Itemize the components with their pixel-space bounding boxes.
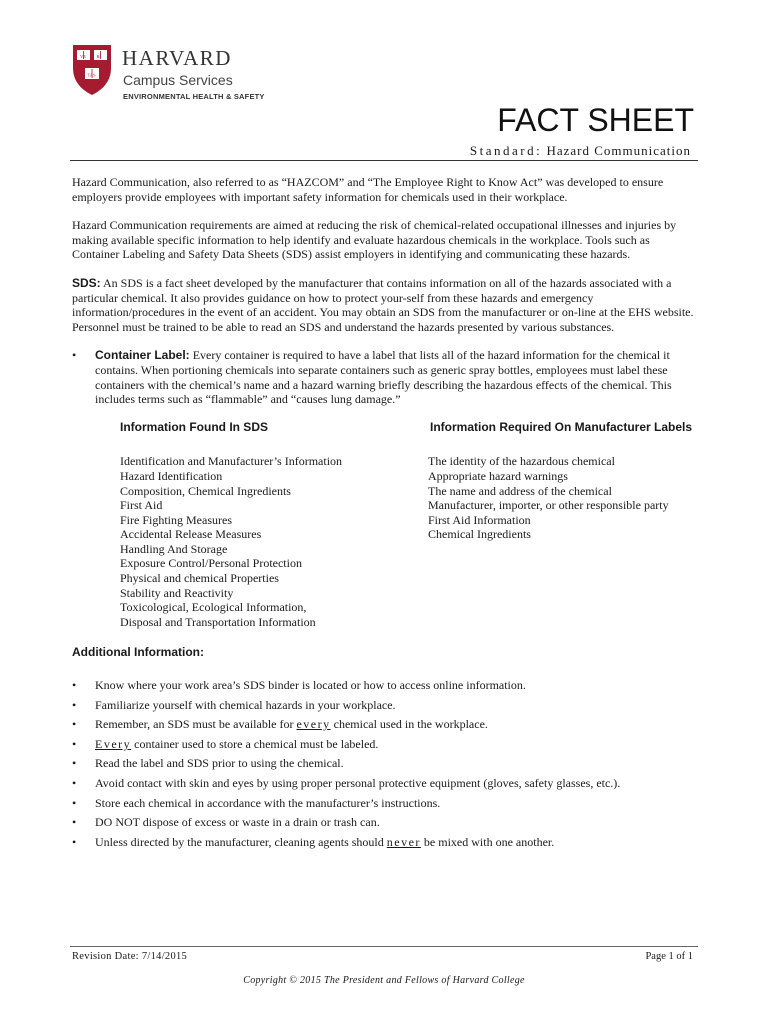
header-divider bbox=[70, 160, 698, 161]
additional-info-text bbox=[95, 835, 698, 850]
additional-info-item bbox=[72, 717, 698, 732]
label-info-heading: Information Required On Manufacturer Labels bbox=[430, 419, 693, 434]
item-text: Store each chemical in accordance with the manufacturer’s instructions. bbox=[95, 795, 441, 810]
sds-info-item: Accidental Release Measures bbox=[120, 527, 262, 542]
additional-info-item bbox=[72, 737, 698, 752]
page-title: FACT SHEET bbox=[497, 102, 694, 138]
sds-info-item: Composition, Chemical Ingredients bbox=[120, 483, 291, 498]
brand-subtitle: Campus Services bbox=[123, 72, 233, 88]
additional-info-item bbox=[72, 815, 698, 830]
label-info-item: Chemical Ingredients bbox=[428, 527, 531, 542]
brand-department: ENVIRONMENTAL HEALTH & SAFETY bbox=[123, 92, 265, 101]
sds-info-item: Exposure Control/Personal Protection bbox=[120, 556, 302, 571]
item-text: Read the label and SDS prior to using the chemical. bbox=[95, 756, 344, 771]
additional-info-list bbox=[72, 678, 698, 849]
additional-info-item bbox=[72, 678, 698, 693]
standard-line bbox=[470, 143, 691, 158]
item-text: Remember, an SDS must be available for bbox=[95, 717, 297, 732]
additional-info-item bbox=[72, 776, 698, 791]
bullet-icon: • bbox=[72, 678, 77, 693]
item-text: Avoid contact with skin and eyes by using proper personal protective equipment (gloves, safety glasses, etc.). bbox=[95, 776, 621, 790]
item-text: DO NOT dispose of excess or waste in a drain or trash can. bbox=[95, 815, 380, 830]
bullet-icon: • bbox=[72, 776, 77, 790]
label-info-list bbox=[428, 454, 718, 542]
info-columns bbox=[72, 420, 698, 630]
label-info-item: Appropriate hazard warnings bbox=[428, 468, 568, 483]
brand-name: HARVARD bbox=[122, 46, 232, 70]
label-info-item: The identity of the hazardous chemical bbox=[428, 454, 615, 469]
container-label-text bbox=[95, 348, 698, 406]
copyright-notice: Copyright © 2015 The President and Fellows of Harvard College bbox=[243, 975, 525, 986]
sds-info-item: Physical and chemical Properties bbox=[120, 571, 279, 586]
sds-info-item: Fire Fighting Measures bbox=[120, 512, 232, 527]
additional-info-item bbox=[72, 756, 698, 771]
sds-info-column bbox=[120, 420, 428, 630]
additional-info-text bbox=[95, 815, 698, 830]
additional-info-text bbox=[95, 698, 698, 713]
additional-info-heading: Additional Information: bbox=[72, 645, 204, 660]
item-text: be mixed with one another. bbox=[420, 834, 555, 849]
footer-divider bbox=[70, 946, 698, 947]
bullet-icon: • bbox=[72, 795, 77, 810]
page-number: Page 1 of 1 bbox=[645, 951, 693, 962]
label-info-item: The name and address of the chemical bbox=[428, 483, 612, 498]
emphasis-text: Every bbox=[95, 736, 132, 751]
item-text: Know where your work area’s SDS binder is located or how to access online information. bbox=[95, 678, 526, 693]
label-info-item: First Aid Information bbox=[428, 512, 531, 527]
sds-text: An SDS is a fact sheet developed by the manufacturer that contains information on all of the hazards associated with a particular chemical. It also provides guidance on how to protect your-self from these hazards and emergency information/procedures in the event of an accident. You may obtain an SDS from the manufacturer or on-line at the EHS website. Personnel must be trained to be able to read an SDS and understand the hazards presented by various substances. bbox=[72, 275, 694, 334]
sds-paragraph bbox=[72, 276, 698, 334]
intro-paragraph: Hazard Communication, also referred to as “HAZCOM” and “The Employee Right to Know Act” was developed to ensure employers provide employees with important safety information for chemicals used in their workplace. bbox=[72, 175, 664, 204]
standard-value: Hazard Communication bbox=[546, 143, 691, 158]
sds-info-item: First Aid bbox=[120, 498, 163, 513]
item-text: Familiarize yourself with chemical hazards in your workplace. bbox=[95, 697, 396, 712]
bullet-icon: • bbox=[72, 348, 77, 363]
sds-info-item: Stability and Reactivity bbox=[120, 585, 234, 600]
sds-info-item: Handling And Storage bbox=[120, 541, 228, 556]
additional-info-text bbox=[95, 737, 698, 752]
container-label-bullet bbox=[72, 348, 698, 406]
additional-info-text bbox=[95, 776, 698, 791]
additional-info-text bbox=[95, 717, 698, 732]
requirements-paragraph: Hazard Communication requirements are aimed at reducing the risk of chemical-related occupational illnesses and injuries by making available specific information to help identify and evaluate hazardous chemicals in the workplace. Tools such as Container Labeling and Safety Data Sheets (SDS) assist employers in identifying and communicating these hazards. bbox=[72, 218, 677, 262]
sds-info-item: Hazard Identification bbox=[120, 468, 223, 483]
harvard-logo bbox=[72, 44, 302, 104]
bullet-icon: • bbox=[72, 736, 77, 751]
additional-info-text bbox=[95, 756, 698, 771]
sds-info-list bbox=[120, 454, 428, 629]
additional-info-item bbox=[72, 698, 698, 713]
sds-label: SDS: bbox=[72, 275, 101, 290]
sds-info-item: Disposal and Transportation Information bbox=[120, 614, 316, 629]
veritas-shield-icon bbox=[72, 44, 112, 96]
container-label-body: Every container is required to have a label that lists all of the hazard information for the chemical it contains. When portioning chemicals into separate containers such as generic spray bottles, employees must label these containers with the chemical’s name and a hazard warning briefly describing the hazardous effects of the chemical. This includes terms such as “flammable” and “causes lung damage.” bbox=[95, 348, 672, 407]
sds-info-item: Toxicological, Ecological Information, bbox=[120, 600, 307, 615]
standard-label: Standard: bbox=[469, 143, 543, 158]
label-info-item: Manufacturer, importer, or other responsible party bbox=[428, 498, 669, 513]
bullet-icon: • bbox=[72, 717, 77, 732]
item-text: chemical used in the workplace. bbox=[330, 717, 488, 732]
additional-info-item bbox=[72, 835, 698, 850]
sds-info-item: Identification and Manufacturer’s Information bbox=[120, 454, 343, 469]
container-label-title: Container Label: bbox=[95, 348, 190, 363]
label-info-column bbox=[428, 420, 718, 630]
item-text: container used to store a chemical must be labeled. bbox=[131, 736, 379, 751]
bullet-icon: • bbox=[72, 815, 77, 830]
svg-text:VE: VE bbox=[80, 54, 86, 59]
sds-info-heading: Information Found In SDS bbox=[120, 419, 268, 434]
additional-info-text bbox=[95, 678, 698, 693]
bullet-icon: • bbox=[72, 756, 77, 771]
svg-text:RI: RI bbox=[96, 54, 101, 59]
main-content bbox=[72, 175, 698, 854]
bullet-icon: • bbox=[72, 834, 77, 849]
additional-info-text bbox=[95, 796, 698, 811]
emphasis-text: every bbox=[296, 717, 331, 732]
emphasis-text: never bbox=[386, 834, 421, 849]
bullet-icon: • bbox=[72, 697, 77, 712]
revision-date: Revision Date: 7/14/2015 bbox=[72, 951, 188, 962]
item-text: Unless directed by the manufacturer, cleaning agents should bbox=[95, 834, 387, 849]
additional-info-item bbox=[72, 796, 698, 811]
svg-text:TAS: TAS bbox=[87, 72, 96, 78]
